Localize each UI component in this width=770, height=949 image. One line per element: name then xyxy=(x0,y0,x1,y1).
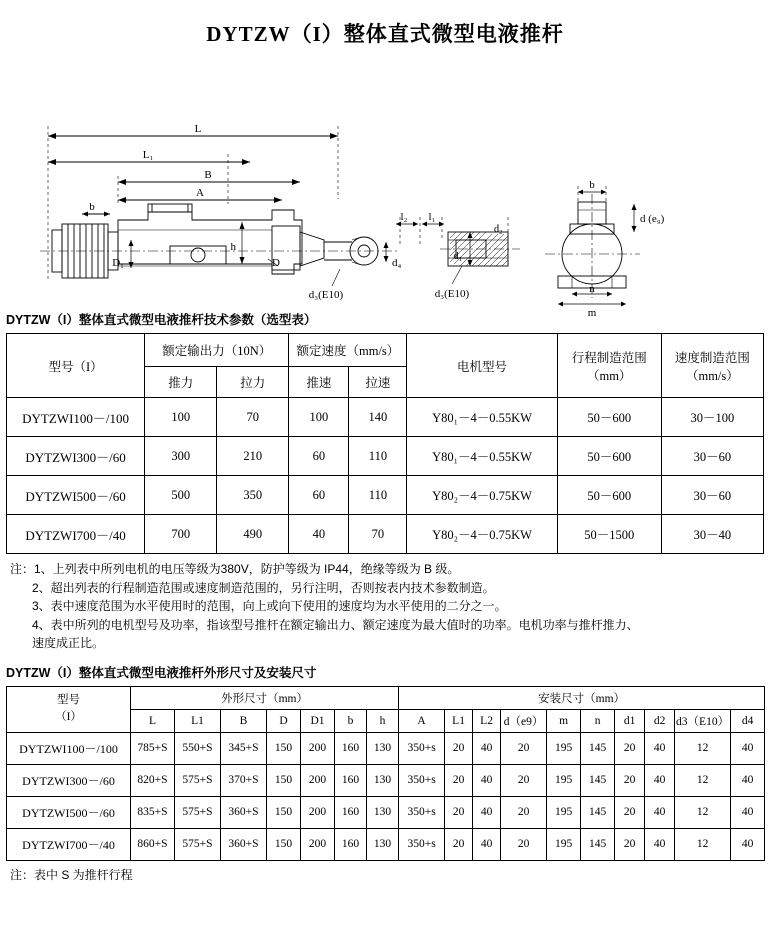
dims-cell: 20 xyxy=(615,796,645,828)
dims-cell: 40 xyxy=(731,732,765,764)
dims-col-L: L xyxy=(131,709,175,732)
dim-label-n: n xyxy=(589,283,595,295)
spec-cell-speed: 30－40 xyxy=(661,515,763,554)
dims-cell: 20 xyxy=(445,796,473,828)
spec-cell-push-speed: 100 xyxy=(289,398,349,437)
dims-col-B: B xyxy=(221,709,267,732)
spec-cell-push-speed: 60 xyxy=(289,476,349,515)
note-line: 注：1、上列表中所列电机的电压等级为380V，防护等级为 IP44，绝缘等级为 B 级。 xyxy=(10,562,460,576)
dims-cell: 200 xyxy=(301,828,335,860)
spec-notes xyxy=(10,560,762,653)
dims-col-A: A xyxy=(399,709,445,732)
spec-header-rated-output: 额定输出力（10N） xyxy=(145,334,289,367)
dims-cell: 820+S xyxy=(131,764,175,796)
spec-cell-model: DYTZWI100－/100 xyxy=(7,398,145,437)
spec-cell-speed: 30－100 xyxy=(661,398,763,437)
spec-header-speed-range: 速度制造范围（mm/s） xyxy=(661,334,763,398)
spec-section-heading: DYTZW（I）整体直式微型电液推杆技术参数（选型表） xyxy=(6,313,317,327)
dims-col-d2: d2 xyxy=(645,709,675,732)
dims-cell: 345+S xyxy=(221,732,267,764)
dims-cell: 160 xyxy=(335,764,367,796)
spec-cell-stroke: 50－600 xyxy=(557,437,661,476)
dims-cell: 130 xyxy=(367,764,399,796)
spec-header-motor: 电机型号 xyxy=(407,334,557,398)
dims-cell: 150 xyxy=(267,828,301,860)
dims-col-D1: D1 xyxy=(301,709,335,732)
dim-label-b-left: b xyxy=(89,201,95,213)
spec-header-model: 型号（I） xyxy=(7,334,145,398)
dims-cell: 20 xyxy=(445,764,473,796)
dims-cell: 145 xyxy=(581,828,615,860)
dims-cell: 40 xyxy=(645,796,675,828)
dims-cell: 160 xyxy=(335,732,367,764)
dims-cell-model: DYTZWI100－/100 xyxy=(7,732,131,764)
dims-cell: 12 xyxy=(675,828,731,860)
spec-cell-motor: Y80₂－4－0.75KW xyxy=(407,515,557,554)
dims-section-heading: DYTZW（I）整体直式微型电液推杆外形尺寸及安装尺寸 xyxy=(6,665,317,680)
spec-header-push-speed: 推速 xyxy=(289,367,349,398)
spec-header-push: 推力 xyxy=(145,367,217,398)
spec-cell-speed: 30－60 xyxy=(661,437,763,476)
dims-header-install: 安装尺寸（mm） xyxy=(399,686,765,709)
dims-col-d1: d1 xyxy=(615,709,645,732)
dims-col-b: b xyxy=(335,709,367,732)
dims-note: 注：表中 S 为推杆行程 xyxy=(10,867,133,882)
dims-cell: 20 xyxy=(501,732,547,764)
dims-cell: 40 xyxy=(645,764,675,796)
dims-col-D: D xyxy=(267,709,301,732)
spec-cell-motor: Y80₂－4－0.75KW xyxy=(407,476,557,515)
drawing-svg xyxy=(0,54,770,319)
dims-cell: 40 xyxy=(473,796,501,828)
spec-cell-pull: 490 xyxy=(217,515,289,554)
dims-cell: 195 xyxy=(547,828,581,860)
spec-cell-pull-speed: 140 xyxy=(349,398,407,437)
spec-cell-pull-speed: 110 xyxy=(349,437,407,476)
dims-cell: 835+S xyxy=(131,796,175,828)
dims-cell: 40 xyxy=(645,732,675,764)
dims-cell-model: DYTZWI500－/60 xyxy=(7,796,131,828)
spec-header-stroke-range: 行程制造范围（mm） xyxy=(557,334,661,398)
note-line: 2、超出列表的行程制造范围或速度制造范围的，另行注明，否则按表内技术参数制造。 xyxy=(32,580,495,595)
spec-cell-push: 300 xyxy=(145,437,217,476)
dims-cell: 20 xyxy=(615,828,645,860)
spec-cell-push: 700 xyxy=(145,515,217,554)
dim-label-B: B xyxy=(204,169,212,181)
table-row xyxy=(7,828,765,860)
dims-cell: 575+S xyxy=(175,828,221,860)
dims-col-h: h xyxy=(367,709,399,732)
dims-cell: 12 xyxy=(675,732,731,764)
spec-cell-stroke: 50－600 xyxy=(557,398,661,437)
table-row xyxy=(7,732,765,764)
dim-label-d-e9: d (e₉) xyxy=(640,213,665,225)
dim-label-D1: D₁ xyxy=(112,257,124,269)
dim-label-L: L xyxy=(194,123,202,135)
dims-cell: 40 xyxy=(473,828,501,860)
dims-cell: 150 xyxy=(267,796,301,828)
dims-cell: 575+S xyxy=(175,764,221,796)
spec-cell-speed: 30－60 xyxy=(661,476,763,515)
dims-cell: 12 xyxy=(675,764,731,796)
spec-cell-pull: 350 xyxy=(217,476,289,515)
dimensions-table xyxy=(6,686,765,861)
dim-label-D: D xyxy=(272,257,280,269)
dims-cell: 860+S xyxy=(131,828,175,860)
dims-header-model-line1: 型号 xyxy=(57,694,80,707)
dim-label-d4: d₄ xyxy=(392,257,402,269)
table-row xyxy=(7,398,764,437)
spec-cell-push-speed: 40 xyxy=(289,515,349,554)
dims-cell: 575+S xyxy=(175,796,221,828)
dims-col-d4: d4 xyxy=(731,709,765,732)
dim-label-b-top: b xyxy=(589,179,595,191)
dims-cell: 350+s xyxy=(399,732,445,764)
spec-cell-pull-speed: 70 xyxy=(349,515,407,554)
dims-cell: 200 xyxy=(301,732,335,764)
spec-cell-stroke: 50－600 xyxy=(557,476,661,515)
table-row xyxy=(7,515,764,554)
dims-cell-model: DYTZWI700－/40 xyxy=(7,828,131,860)
spec-header-pull: 拉力 xyxy=(217,367,289,398)
dims-cell: 360+S xyxy=(221,796,267,828)
spec-cell-motor: Y80₁－4－0.55KW xyxy=(407,398,557,437)
table-row xyxy=(7,796,765,828)
dims-cell: 145 xyxy=(581,732,615,764)
table-row xyxy=(7,437,764,476)
dims-cell: 40 xyxy=(645,828,675,860)
dims-cell: 200 xyxy=(301,764,335,796)
dim-label-l2: l₂ xyxy=(400,211,408,223)
dims-cell: 40 xyxy=(731,764,765,796)
dims-cell: 40 xyxy=(473,764,501,796)
dims-col-L1: L1 xyxy=(175,709,221,732)
dims-cell: 195 xyxy=(547,732,581,764)
table-row xyxy=(7,476,764,515)
spec-cell-stroke: 50－1500 xyxy=(557,515,661,554)
dims-cell: 20 xyxy=(615,732,645,764)
dims-col-d-e9: d（e9） xyxy=(501,709,547,732)
dims-cell: 20 xyxy=(501,796,547,828)
dims-cell: 160 xyxy=(335,796,367,828)
dim-label-d3-left: d₃(E10) xyxy=(308,289,344,301)
spec-cell-motor: Y80₁－4－0.55KW xyxy=(407,437,557,476)
dims-cell: 785+S xyxy=(131,732,175,764)
dims-cell-model: DYTZWI300－/60 xyxy=(7,764,131,796)
dims-cell: 12 xyxy=(675,796,731,828)
technical-drawing xyxy=(0,54,770,319)
dims-cell: 130 xyxy=(367,732,399,764)
dims-cell: 20 xyxy=(501,764,547,796)
dims-cell: 360+S xyxy=(221,828,267,860)
dims-col-L1b: L1 xyxy=(445,709,473,732)
dim-label-m: m xyxy=(587,307,597,319)
dims-cell: 20 xyxy=(615,764,645,796)
dims-cell: 20 xyxy=(445,828,473,860)
spec-header-rated-speed: 额定速度（mm/s） xyxy=(289,334,407,367)
dim-label-d3-mid: d₃(E10) xyxy=(434,288,470,300)
dims-cell: 145 xyxy=(581,764,615,796)
note-line: 速度成正比。 xyxy=(32,636,105,651)
dims-col-L2: L2 xyxy=(473,709,501,732)
spec-cell-pull: 70 xyxy=(217,398,289,437)
spec-cell-model: DYTZWI700－/40 xyxy=(7,515,145,554)
dims-cell: 195 xyxy=(547,796,581,828)
dims-cell: 130 xyxy=(367,796,399,828)
dims-cell: 160 xyxy=(335,828,367,860)
dims-header-outer: 外形尺寸（mm） xyxy=(131,686,399,709)
dims-cell: 20 xyxy=(501,828,547,860)
spec-cell-model: DYTZWI300－/60 xyxy=(7,437,145,476)
spec-cell-pull-speed: 110 xyxy=(349,476,407,515)
note-line: 3、表中速度范围为水平使用时的范围，向上或向下使用的速度均为水平使用的二分之一。 xyxy=(32,599,507,614)
page-title: DYTZW（I）整体直式微型电液推杆 xyxy=(206,22,564,46)
dim-label-d2: d₂ xyxy=(494,224,503,235)
dim-label-l1: l₁ xyxy=(428,211,436,223)
spec-table xyxy=(6,333,764,554)
dims-col-d3: d3（E10） xyxy=(675,709,731,732)
dims-cell: 350+s xyxy=(399,764,445,796)
spec-cell-push: 100 xyxy=(145,398,217,437)
dims-col-m: m xyxy=(547,709,581,732)
spec-cell-push: 500 xyxy=(145,476,217,515)
dims-cell: 350+s xyxy=(399,796,445,828)
dim-label-h: h xyxy=(230,241,236,253)
spec-header-pull-speed: 拉速 xyxy=(349,367,407,398)
table-row xyxy=(7,764,765,796)
dims-cell: 40 xyxy=(473,732,501,764)
dims-col-n: n xyxy=(581,709,615,732)
dims-cell: 550+S xyxy=(175,732,221,764)
dims-cell: 195 xyxy=(547,764,581,796)
spec-cell-model: DYTZWI500－/60 xyxy=(7,476,145,515)
dim-label-A: A xyxy=(196,187,204,199)
dims-cell: 20 xyxy=(445,732,473,764)
dim-label-d1: d₁ xyxy=(453,251,462,262)
dims-header-model-line2: （I） xyxy=(55,711,82,724)
note-line: 4、表中所列的电机型号及功率，指该型号推杆在额定输出力、额定速度为最大值时的功率。电机功率与推杆推力、 xyxy=(32,617,639,632)
dims-cell: 130 xyxy=(367,828,399,860)
spec-cell-pull: 210 xyxy=(217,437,289,476)
dims-cell: 150 xyxy=(267,764,301,796)
dims-cell: 40 xyxy=(731,796,765,828)
dims-cell: 200 xyxy=(301,796,335,828)
dims-cell: 145 xyxy=(581,796,615,828)
dims-cell: 350+s xyxy=(399,828,445,860)
dims-cell: 40 xyxy=(731,828,765,860)
dim-label-L1: L₁ xyxy=(142,149,154,161)
spec-cell-push-speed: 60 xyxy=(289,437,349,476)
dims-cell: 150 xyxy=(267,732,301,764)
dims-cell: 370+S xyxy=(221,764,267,796)
